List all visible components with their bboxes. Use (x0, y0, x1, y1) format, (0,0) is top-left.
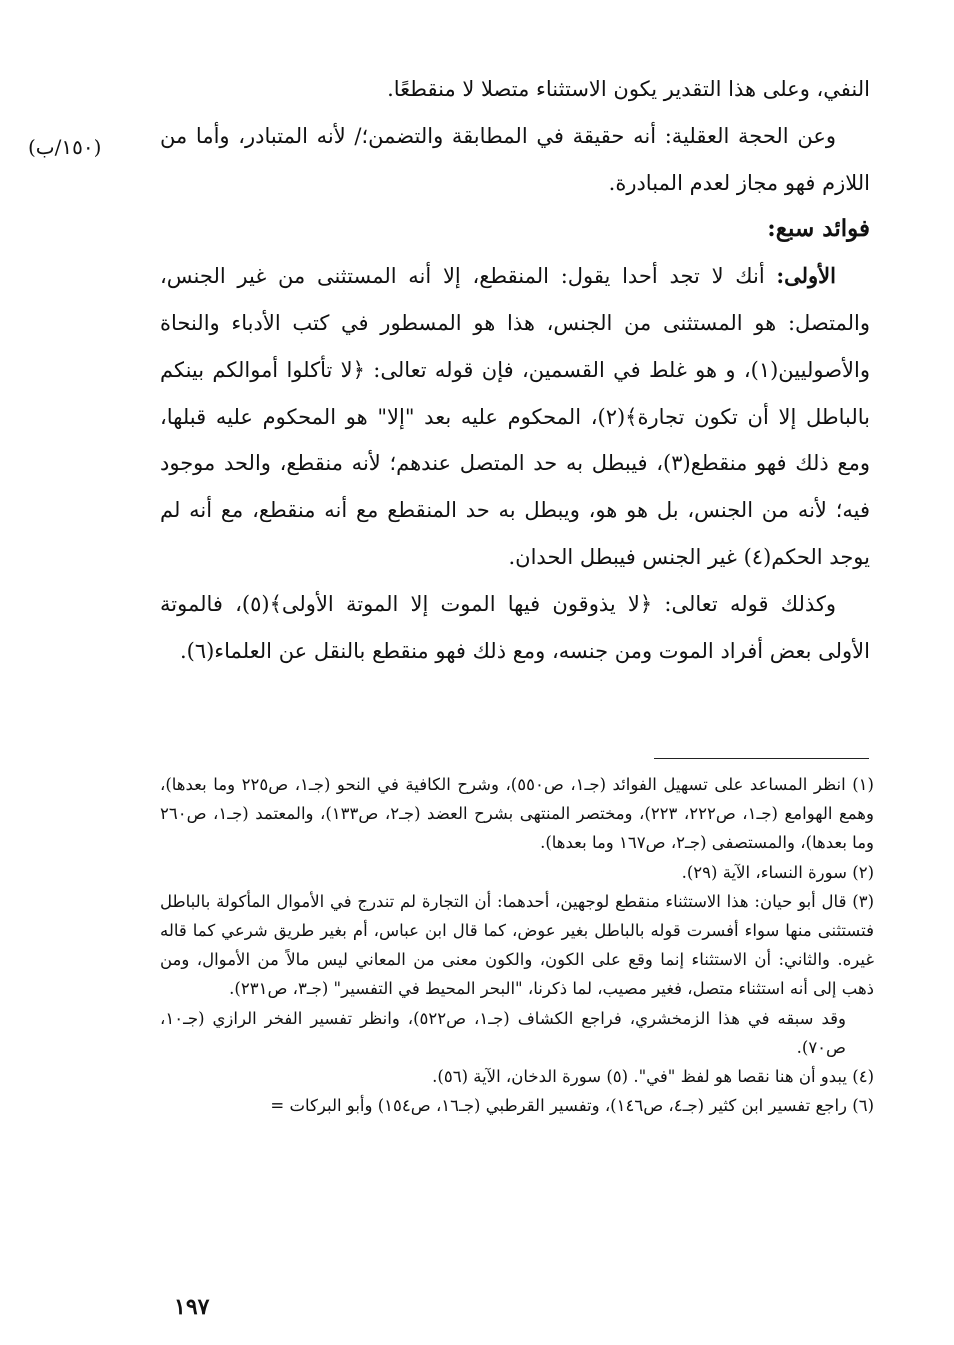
first-benefit-lead: الأولى: (776, 263, 836, 289)
paragraph-second: وكذلك قوله تعالى: ﴿لا يذوقون فيها الموت إلا الموتة الأولى﴾(٥)، فالموتة الأولى بعض أفراد الموت ومن جنسه، ومع ذلك فهو منقطع بالنقل عن العلماء(٦). (160, 591, 870, 663)
paragraph-first-benefit (160, 253, 870, 581)
section-heading: فوائد سبع: (767, 215, 870, 243)
manuscript-folio-note: (١٥٠/ب) (28, 135, 102, 159)
page-number: ١٩٧ (174, 1294, 210, 1320)
footnote-3: (٣) قال أبو حيان: هذا الاستثناء منقطع لوجهين، أحدهما: أن التجارة لم تندرج في الأموال المأكولة بالباطل فتستثنى منها سواء أفسرت قوله بالباطل بغير عوض، كما قال ابن عباس، أم بغير طريق شرعي كما قاله غيره. والثاني: أن الاستثناء إنما وقع على الكون، والكون معنى من المعاني ليس مالاً من الأموال، ومن ذهب إلى أنه استثناء متصل، فغير مصيب، لما ذكرنا، "البحر المحيط في التفسير" (جـ٣، ص٢٣١). (160, 891, 874, 999)
footnote-1: (١) انظر المساعد على تسهيل الفوائد (جـ١، ص٥٥٠)، وشرح الكافية في النحو (جـ١، ص٢٢٥ وما بعدها)، وهمع الهوامع (جـ١، ص٢٢٢، ٢٢٣)، ومختصر المنتهى بشرح العضد (جـ٢، ص١٣٣)، والمعتمد (جـ١، ص٢٦٠ وما بعدها)، والمستصفى (جـ٢، ص١٦٧ وما بعدها). (160, 775, 874, 853)
footnote-6: (٦) راجع تفسير ابن كثير (جـ٤، ص١٤٦)، وتفسير القرطبي (جـ١٦، ص١٥٤) وأبو البركات = (270, 1096, 874, 1116)
footnote-3-continued: وقد سبقه في هذا الزمخشري، فراجع الكشاف (جـ١، ص٥٢٢)، وانظر تفسير الفخر الرازي (جـ١٠، ص٧٠). (160, 1008, 846, 1057)
footnote-separator (654, 758, 869, 759)
footnote-2: (٢) سورة النساء، الآية (٢٩). (681, 862, 874, 882)
paragraph-rational-argument: وعن الحجة العقلية: أنه حقيقة في المطابقة والتضمن؛/ لأنه المتبادر، وأما من اللازم فهو مجاز لعدم المبادرة. (160, 123, 870, 195)
main-text (160, 66, 870, 674)
footnotes (160, 770, 874, 1120)
footnote-4-5: (٤) يبدو أن هنا نقصا هو لفظ "في". (٥) سورة الدخان، الآية (٥٦). (432, 1067, 874, 1087)
first-benefit-text: أنك لا تجد أحدا يقول: المنقطع، إلا أنه المستثنى من غير الجنس، والمتصل: هو المستثنى من الجنس، هذا هو المسطور في كتب الأدباء والنحاة والأصوليين(١)، و هو غلط في القسمين، فإن قوله تعالى: ﴿لا تأكلوا أموالكم بينكم بالباطل إلا أن تكون تجارة﴾(٢)، المحكوم عليه بعد "إلا" هو المحكوم عليه قبلها، ومع ذلك فهو منقطع(٣)، فيبطل به حد المتصل عندهم؛ لأنه منقطع، والحد موجود فيه؛ لأنه من الجنس، بل هو هو، ويبطل به حد المنقطع مع أنه منقطع، مع أنه لم يوجد الحكم(٤) غير الجنس فيبطل الحدان. (160, 264, 870, 569)
text-line-1: النفي، وعلى هذا التقدير يكون الاستثناء متصلا لا منقطعًا. (387, 77, 870, 101)
